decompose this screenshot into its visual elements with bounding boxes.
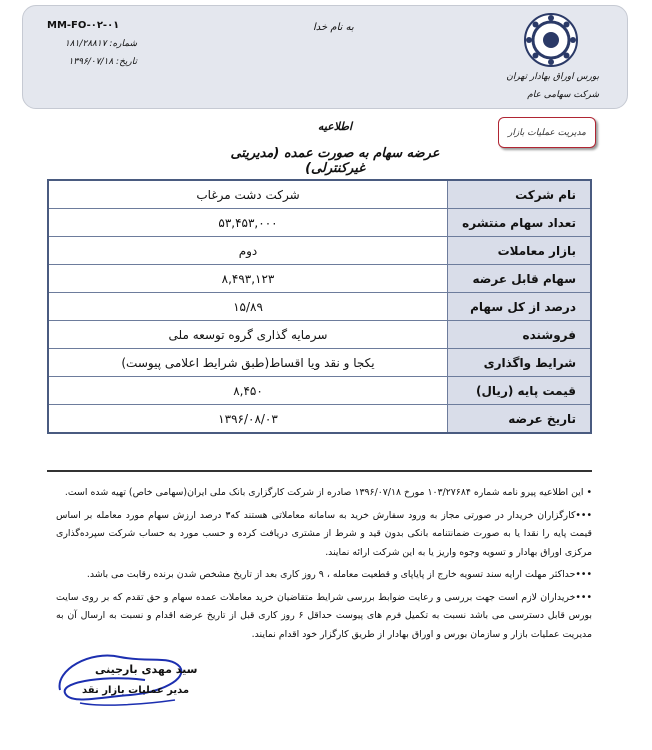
announcement-subject: عرضه سهام به صورت عمده (مدیریتی غیرکنترلی) — [230, 146, 440, 176]
org-subtitle: شرکت سهامی عام — [527, 90, 599, 100]
form-code: MM-FO-۰۲-۰۱ — [47, 20, 120, 31]
row-label: فروشنده — [448, 321, 592, 349]
row-label: تعداد سهام منتشره — [448, 209, 592, 237]
table-row — [48, 237, 591, 265]
row-label: بازار معاملات — [448, 237, 592, 265]
row-value: شرکت دشت مرغاب — [48, 180, 448, 209]
table-row — [48, 377, 591, 405]
row-label: سهام قابل عرضه — [448, 265, 592, 293]
table-row — [48, 321, 591, 349]
exchange-logo-icon — [523, 12, 579, 68]
divider — [47, 470, 592, 472]
row-value: ۸,۴۹۳,۱۲۳ — [48, 265, 448, 293]
row-label: تاریخ عرضه — [448, 405, 592, 434]
offer-details-table — [47, 179, 592, 434]
row-value: ۱۵/۸۹ — [48, 293, 448, 321]
row-label: قیمت پایه (ریال) — [448, 377, 592, 405]
note-item: •••خریداران لازم است جهت بررسی و رعایت ضوابط بررسی شرایط متقاضیان خرید معاملات عمده سهام و حق تقدم که بر روی سایت بورس قابل دسترسی می باشد نسبت به تکمیل فرم های پیوست حداقل ۶ روز کاری قبل از تاریخ عرضه اقدام و نسبت به ارسال آن به مدیریت عملیات بازار و سازمان بورس و اوراق بهادار از طریق کارگزار خود اقدام نمایند. — [56, 591, 592, 640]
table-row — [48, 293, 591, 321]
note-item: •••کارگزاران خریدار در صورتی مجاز به ورود سفارش خرید به سامانه معاملاتی هستند که۳ درصد ارزش سهام مورد معامله بر اساس قیمت پایه را نقدا یا به صورت ضمانتنامه بانکی بدون قید و شرط از مشتری دریافت کرده و حسب مورد به حساب شرکت سپرده‌گذاری مرکزی اوراق بهادار و تسویه وجوه واریز یا به این شرکت ارائه نمایند. — [56, 509, 592, 558]
org-name: بورس اوراق بهادار تهران — [506, 72, 599, 82]
row-label: نام شرکت — [448, 180, 592, 209]
row-value: ۱۳۹۶/۰۸/۰۳ — [48, 405, 448, 434]
signature-icon — [50, 645, 190, 715]
row-label: شرایط واگذاری — [448, 349, 592, 377]
row-value: سرمایه گذاری گروه توسعه ملی — [48, 321, 448, 349]
signatory-title: مدیر عملیات بازار نقد — [82, 685, 190, 696]
letterhead — [22, 5, 628, 109]
letter-date: تاریخ: ۱۳۹۶/۰۷/۱۸ — [68, 57, 137, 67]
note-item: • این اطلاعیه پیرو نامه شماره ۱۰۳/۲۷۶۸۴ مورخ ۱۳۹۶/۰۷/۱۸ صادره از شرکت کارگزاری بانک ملی ایران(سهامی خاص) تهیه شده است. — [64, 487, 592, 498]
table-row — [48, 405, 591, 434]
table-row — [48, 265, 591, 293]
table-row — [48, 209, 591, 237]
bismillah-heading: به نام خدا — [313, 22, 354, 33]
table-row — [48, 180, 591, 209]
department-label: مدیریت عملیات بازار — [498, 117, 596, 148]
row-label: درصد از کل سهام — [448, 293, 592, 321]
row-value: ۵۳,۴۵۳,۰۰۰ — [48, 209, 448, 237]
row-value: ۸,۴۵۰ — [48, 377, 448, 405]
letter-meta — [47, 20, 137, 67]
row-value: دوم — [48, 237, 448, 265]
letter-number: شماره: ۱۸۱/۲۸۸۱۷ — [64, 39, 137, 49]
announcement-label: اطلاعیه — [317, 120, 353, 133]
row-value: یکجا و نقد ویا اقساط(طبق شرایط اعلامی پیوست) — [48, 349, 448, 377]
signatory-name: سید مهدی بارجینی — [95, 663, 198, 676]
table-row — [48, 349, 591, 377]
notes-section — [56, 484, 592, 648]
note-item: •••حداکثر مهلت ارایه سند تسویه خارج از پایاپای و قطعیت معامله ، ۹ روز کاری بعد از تاریخ مشخص شدن برنده رقابت می باشد. — [86, 569, 592, 580]
